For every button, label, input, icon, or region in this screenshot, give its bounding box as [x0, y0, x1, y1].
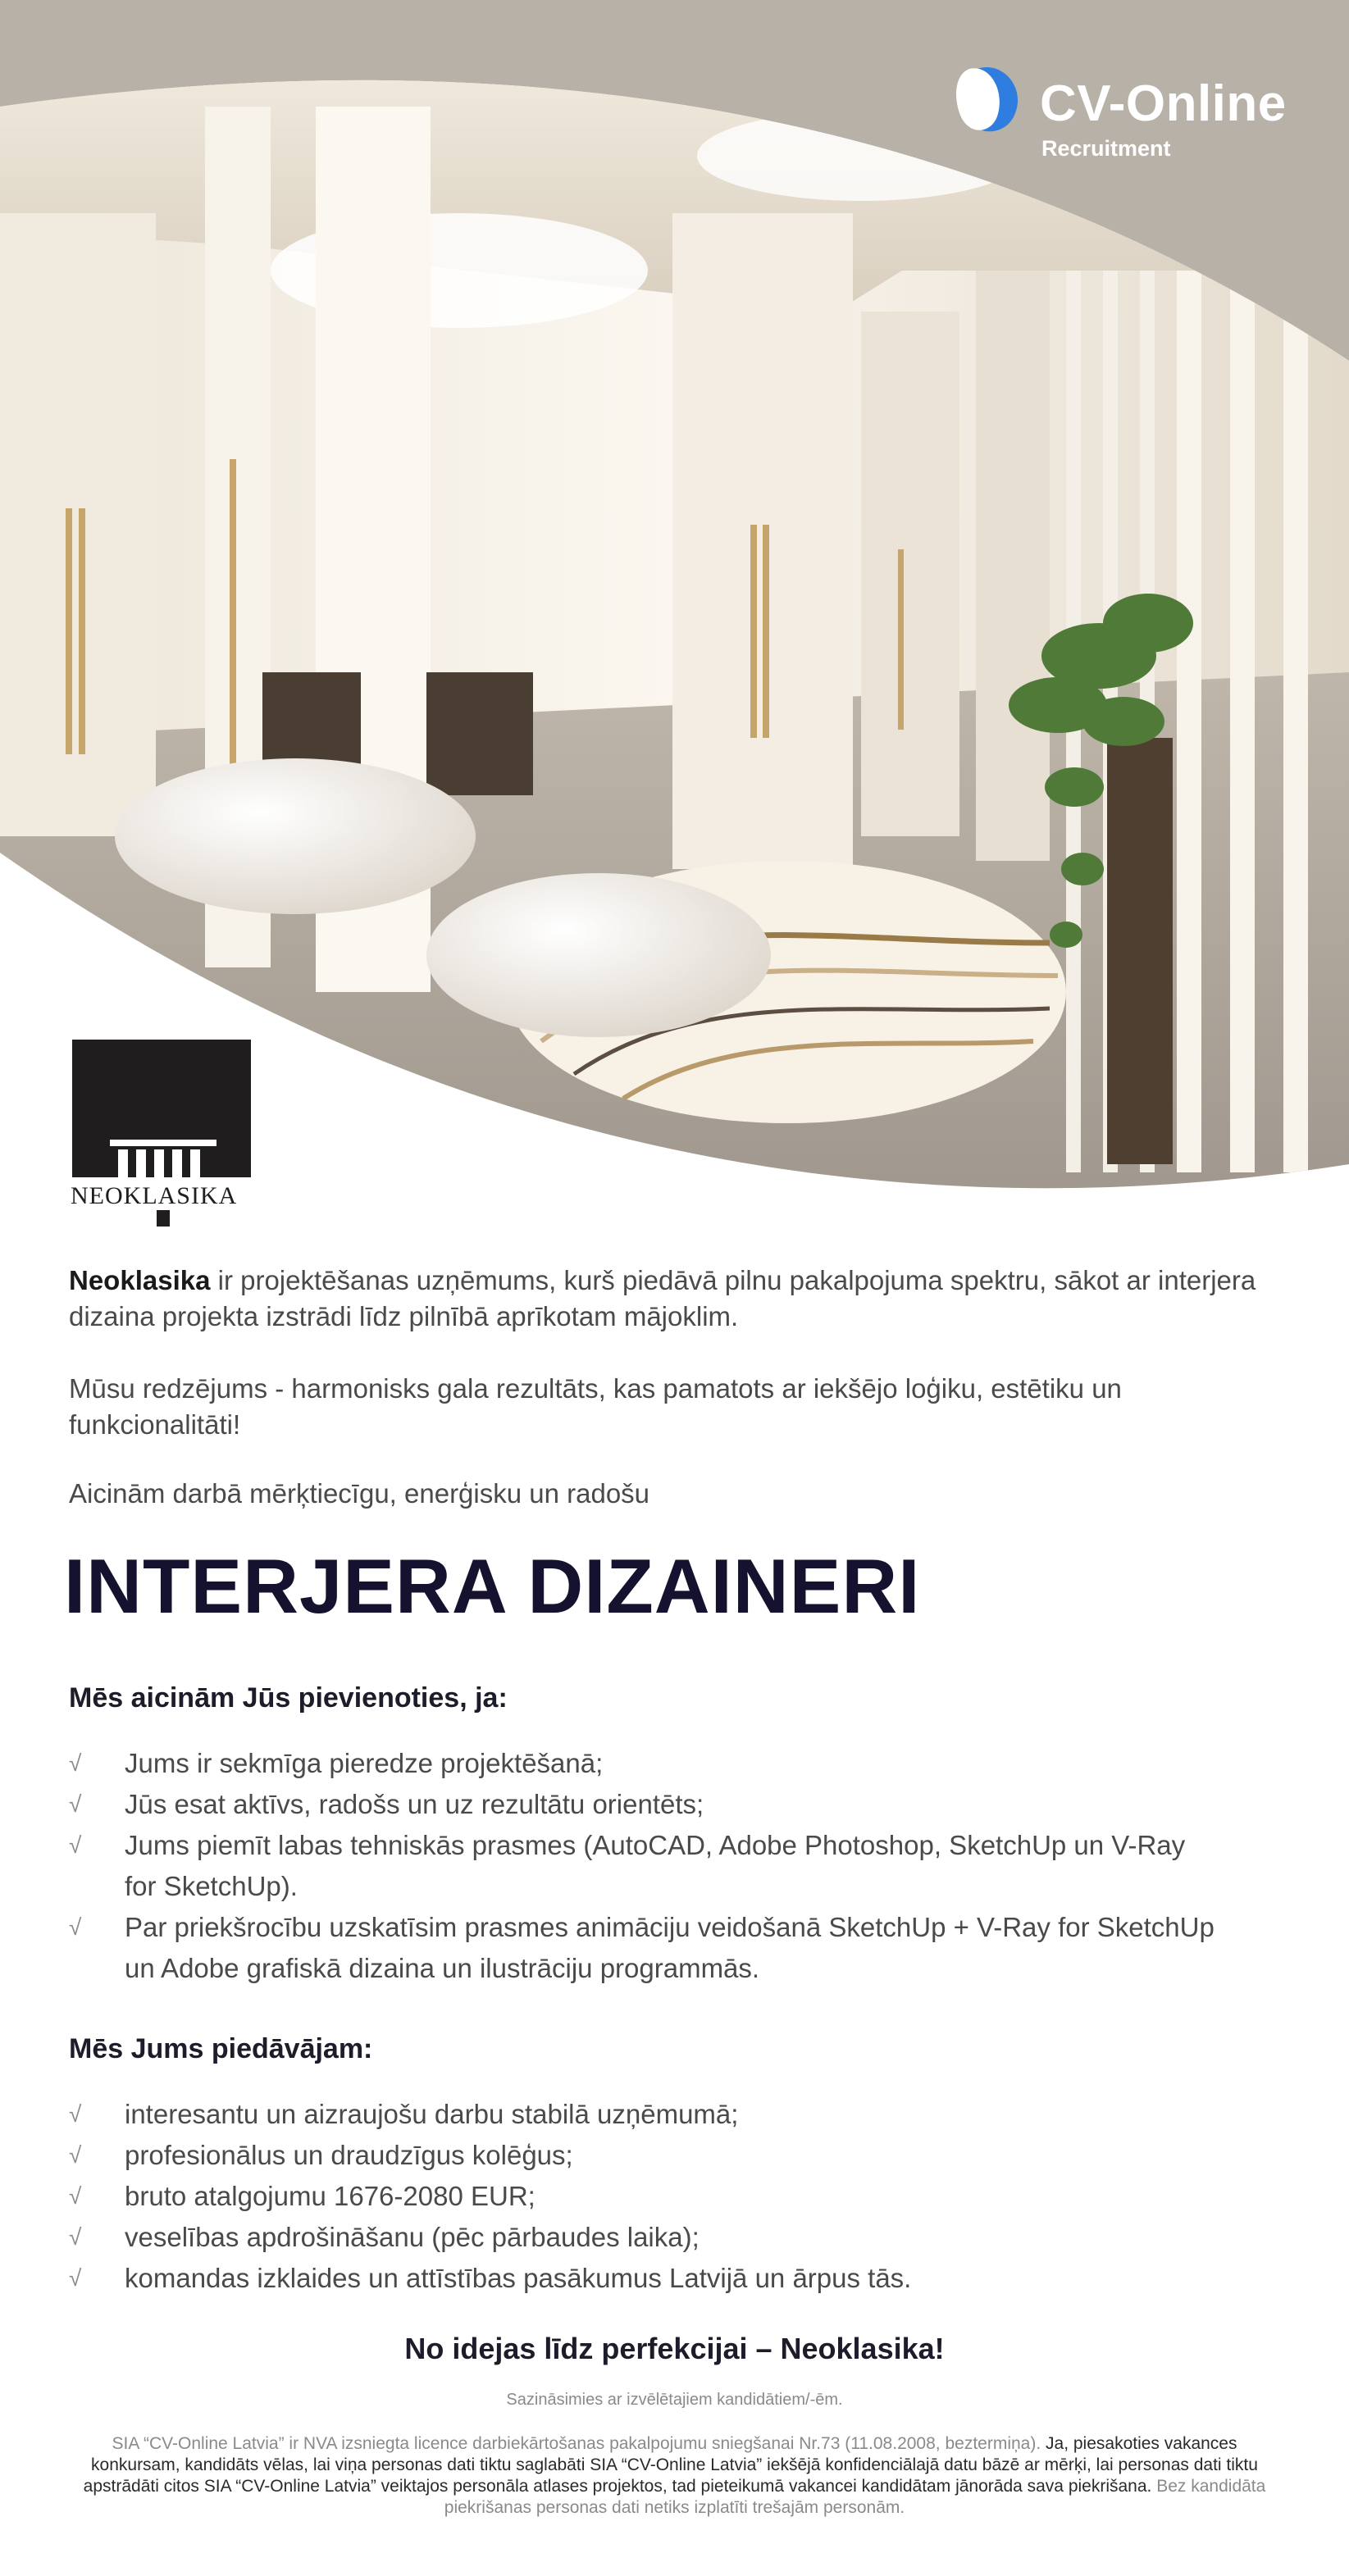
columns-icon — [72, 1040, 251, 1177]
position-title: INTERJERA DIZAINERI — [64, 1543, 921, 1629]
legal-license: SIA “CV-Online Latvia” ir NVA izsniegta licence darbiekārtošanas pakalpojumu sniegšanai Nr.73 (11.08.2008, beztermiņa). — [112, 2434, 1046, 2453]
requirement-item — [69, 1743, 1266, 1784]
checkmark-icon: √ — [69, 1914, 82, 1940]
vision-text-1: Mūsu redzējums - harmonisks gala rezultāts, kas pamatots ar iekšējo loģiku, estētiku un — [69, 1373, 1122, 1404]
requirement-item-text: Jums piemīt labas tehniskās prasmes (AutoCAD, Adobe Photoshop, SketchUp un V-Ray — [125, 1830, 1186, 1860]
cv-online-logo — [951, 54, 1312, 169]
offer-list — [69, 2094, 1266, 2299]
offer-item — [69, 2258, 1266, 2299]
intro-section — [69, 1263, 1299, 1512]
vision-paragraph — [69, 1371, 1299, 1443]
checkmark-icon: √ — [69, 1791, 82, 1817]
offer-title: Mēs Jums piedāvājam: — [69, 2033, 373, 2064]
offer-item — [69, 2094, 1266, 2135]
requirement-item — [69, 1784, 1266, 1825]
requirement-item — [69, 1907, 1266, 1989]
cv-online-subtitle: Recruitment — [1041, 136, 1171, 161]
legal-consent: Ja, piesakoties vakances konkursam, kandidāts vēlas, lai viņa personas dati tiktu saglabāti SIA “CV-Online Latvia” iekšējā konfidenciālajā datu bāzē ar mērķi, lai personas dati tiktu apstrādāti citos SIA “CV-Online Latvia” veiktajos personāla atlases projektos, tad pieteikumā vakancei kandidātam jānorāda sava piekrišana. — [83, 2434, 1258, 2496]
checkmark-icon: √ — [69, 2183, 82, 2209]
checkmark-icon: √ — [69, 1832, 82, 1858]
company-name: Neoklasika — [69, 1265, 211, 1295]
offer-item — [69, 2217, 1266, 2258]
offer-item-text: veselības apdrošināšanu (pēc pārbaudes laika); — [125, 2222, 700, 2252]
cv-online-wordmark: CV-Online — [1040, 75, 1287, 132]
contact-note: Sazināsimies ar izvēlētajiem kandidātiem/-ēm. — [506, 2391, 843, 2409]
checkmark-icon: √ — [69, 2142, 82, 2168]
interior-photo — [0, 0, 1349, 1213]
legal-notice — [82, 2433, 1267, 2519]
intro-text-2: dizaina projekta izstrādi līdz pilnībā aprīkotam mājoklim. — [69, 1301, 739, 1331]
neoklasika-logo-tab — [157, 1210, 170, 1227]
offer-item-text: interesantu un aizraujošu darbu stabilā uzņēmumā; — [125, 2099, 739, 2129]
offer-item — [69, 2135, 1266, 2176]
legal-privacy: Bez kandidāta piekrišanas personas dati netiks izplatīti trešajām personām. — [444, 2477, 1266, 2517]
offer-item-text: profesionālus un draudzīgus kolēģus; — [125, 2140, 573, 2170]
neoklasika-wordmark: NEOKLASIKA — [71, 1182, 238, 1209]
checkmark-icon: √ — [69, 2224, 82, 2250]
requirements-list — [69, 1743, 1266, 1989]
requirement-item-text: for SketchUp). — [125, 1871, 298, 1901]
slogan: No idejas līdz perfekcijai – Neoklasika! — [404, 2332, 945, 2365]
requirement-item — [69, 1825, 1266, 1907]
requirement-item-text: Jūs esat aktīvs, radošs un uz rezultātu orientēts; — [125, 1789, 704, 1819]
invite-paragraph: Aicinām darbā mērķtiecīgu, enerģisku un radošu — [69, 1478, 650, 1509]
neoklasika-logo-square — [72, 1040, 251, 1177]
requirement-item-text: Jums ir sekmīga pieredze projektēšanā; — [125, 1748, 604, 1778]
checkmark-icon: √ — [69, 1750, 82, 1776]
neoklasika-logo — [71, 1040, 259, 1236]
checkmark-icon: √ — [69, 2101, 82, 2127]
vision-text-2: funkcionalitāti! — [69, 1409, 241, 1440]
checkmark-icon: √ — [69, 2265, 82, 2291]
cv-online-mark-icon — [951, 59, 1033, 141]
requirement-item-text: Par priekšrocību uzskatīsim prasmes animāciju veidošanā SketchUp + V-Ray for SketchUp — [125, 1912, 1215, 1942]
offer-item-text: bruto atalgojumu 1676-2080 EUR; — [125, 2181, 535, 2211]
hero-image — [0, 0, 1349, 1213]
offer-item-text: komandas izklaides un attīstības pasākumus Latvijā un ārpus tās. — [125, 2263, 912, 2293]
requirement-item-text: un Adobe grafiskā dizaina un ilustrāciju programmās. — [125, 1953, 760, 1983]
intro-text-1: ir projektēšanas uzņēmums, kurš piedāvā pilnu pakalpojuma spektru, sākot ar interjera — [210, 1265, 1256, 1295]
intro-paragraph — [69, 1263, 1299, 1335]
offer-item — [69, 2176, 1266, 2217]
requirements-title: Mēs aicinām Jūs pievienoties, ja: — [69, 1682, 508, 1714]
